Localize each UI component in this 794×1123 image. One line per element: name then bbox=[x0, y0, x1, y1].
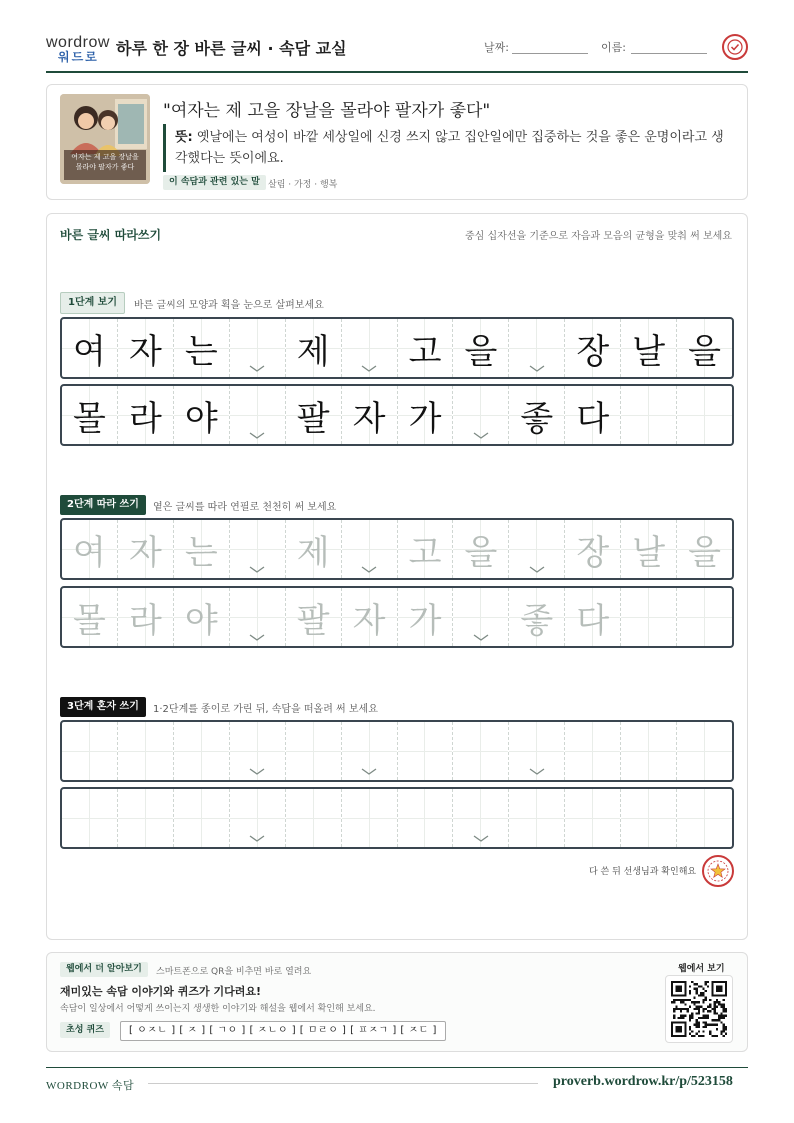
practice-title: 바른 글씨 따라쓰기 bbox=[60, 228, 162, 242]
grid-character: 팔 bbox=[296, 600, 330, 641]
grid-cell[interactable] bbox=[62, 520, 118, 578]
grid-cell bbox=[509, 319, 565, 377]
space-mark-icon bbox=[529, 365, 545, 373]
grid-cell[interactable] bbox=[677, 722, 732, 780]
grid-character: 을 bbox=[688, 532, 722, 573]
meaning-text: 옛날에는 여성이 바깥 세상일에 신경 쓰지 않고 집안일에만 집중하는 것을 좋은 운명이라고 생각했다는 뜻이에요. bbox=[175, 130, 724, 166]
space-mark-icon bbox=[529, 768, 545, 776]
star-stamp-icon bbox=[702, 855, 734, 887]
step3-row-1[interactable] bbox=[60, 720, 734, 782]
grid-cell[interactable] bbox=[621, 588, 677, 646]
grid-cell[interactable] bbox=[174, 520, 230, 578]
illustration-caption-2: 몰라야 팔자가 좋다 bbox=[75, 163, 135, 171]
grid-character: 몰 bbox=[73, 600, 106, 641]
grid-cell[interactable] bbox=[565, 520, 621, 578]
grid-cell[interactable] bbox=[286, 789, 342, 847]
grid-cell[interactable] bbox=[621, 722, 677, 780]
grid-character: 는 bbox=[184, 532, 218, 573]
grid-character: 고 bbox=[408, 331, 442, 372]
grid-cell bbox=[342, 386, 398, 444]
grid-character: 라 bbox=[128, 398, 162, 439]
web-hint: 스마트폰으로 QR을 비추면 바로 열려요 bbox=[156, 967, 312, 977]
space-mark-icon bbox=[361, 768, 377, 776]
step1-row-1 bbox=[60, 317, 734, 379]
grid-cell[interactable] bbox=[509, 588, 565, 646]
grid-character: 가 bbox=[408, 398, 442, 439]
grid-cell[interactable] bbox=[286, 722, 342, 780]
grid-character: 는 bbox=[184, 331, 218, 372]
grid-cell bbox=[621, 319, 677, 377]
step2-row-1[interactable] bbox=[60, 518, 734, 580]
grid-character: 가 bbox=[408, 600, 442, 641]
grid-character: 제 bbox=[296, 331, 330, 372]
logo-text: wordrow bbox=[46, 34, 110, 51]
grid-cell[interactable] bbox=[118, 722, 174, 780]
proverb-text: "여자는 제 고을 장날을 몰라야 팔자가 좋다" bbox=[163, 101, 491, 121]
grid-cell[interactable] bbox=[677, 789, 732, 847]
grid-character: 날 bbox=[632, 331, 666, 372]
quiz-hint-box: [ ㅇㅈㄴ ] [ ㅈ ] [ ㄱㅇ ] [ ㅈㄴㅇ ] [ ㅁㄹㅇ ] [ ㅍㅈㄱ ] [ ㅈㄷ ] bbox=[120, 1021, 446, 1041]
grid-cell[interactable] bbox=[453, 789, 509, 847]
grid-character: 다 bbox=[576, 398, 610, 439]
grid-cell[interactable] bbox=[174, 722, 230, 780]
space-mark-icon bbox=[249, 768, 265, 776]
grid-cell[interactable] bbox=[453, 520, 509, 578]
grid-cell[interactable] bbox=[286, 588, 342, 646]
grid-cell[interactable] bbox=[509, 520, 565, 578]
space-mark-icon bbox=[473, 634, 489, 642]
grid-cell bbox=[677, 386, 732, 444]
step1-badge: 1단계 보기 bbox=[60, 292, 125, 314]
grid-cell[interactable] bbox=[342, 520, 398, 578]
grid-character: 자 bbox=[352, 600, 386, 641]
grid-cell bbox=[453, 386, 509, 444]
grid-cell bbox=[453, 319, 509, 377]
grid-cell[interactable] bbox=[342, 722, 398, 780]
space-mark-icon bbox=[361, 365, 377, 373]
grid-character: 을 bbox=[464, 532, 498, 573]
page-title: 하루 한 장 바른 글씨 · 속담 교실 bbox=[116, 39, 347, 58]
footer-rule bbox=[148, 1083, 538, 1084]
grid-character: 팔 bbox=[296, 398, 330, 439]
grid-cell[interactable] bbox=[565, 722, 621, 780]
illustration-caption-1: 여자는 제 고을 장날을 bbox=[71, 153, 139, 161]
space-mark-icon bbox=[249, 365, 265, 373]
grid-cell[interactable] bbox=[509, 789, 565, 847]
grid-cell[interactable] bbox=[453, 722, 509, 780]
grid-cell[interactable] bbox=[342, 588, 398, 646]
qr-code[interactable] bbox=[665, 975, 733, 1043]
step2-badge: 2단계 따라 쓰기 bbox=[60, 495, 146, 515]
grid-cell bbox=[62, 319, 118, 377]
grid-character: 장 bbox=[576, 532, 610, 573]
grid-character: 좋 bbox=[520, 398, 554, 439]
grid-cell bbox=[118, 386, 174, 444]
grid-cell[interactable] bbox=[677, 520, 732, 578]
grid-character: 을 bbox=[464, 331, 498, 372]
name-label: 이름: bbox=[601, 41, 626, 54]
grid-character: 여 bbox=[73, 331, 106, 372]
grid-character: 다 bbox=[576, 600, 610, 641]
grid-cell[interactable] bbox=[677, 588, 732, 646]
date-field[interactable] bbox=[512, 53, 588, 54]
grid-cell[interactable] bbox=[621, 789, 677, 847]
step2-row-2[interactable] bbox=[60, 586, 734, 648]
grid-character: 제 bbox=[296, 532, 330, 573]
space-mark-icon bbox=[473, 835, 489, 843]
grid-cell bbox=[398, 319, 454, 377]
space-mark-icon bbox=[473, 432, 489, 440]
step3-row-2[interactable] bbox=[60, 787, 734, 849]
grid-cell[interactable] bbox=[398, 520, 454, 578]
grid-cell[interactable] bbox=[398, 588, 454, 646]
grid-character: 자 bbox=[128, 331, 162, 372]
web-description: 속담이 일상에서 어떻게 쓰이는지 생생한 이야기와 해설을 웹에서 확인해 보세요. bbox=[60, 1004, 376, 1014]
grid-character: 야 bbox=[184, 600, 218, 641]
grid-cell bbox=[677, 319, 732, 377]
grid-cell bbox=[342, 319, 398, 377]
footer-url[interactable]: proverb.wordrow.kr/p/523158 bbox=[553, 1074, 733, 1089]
grid-cell[interactable] bbox=[509, 722, 565, 780]
proverb-illustration bbox=[60, 94, 150, 184]
grid-character: 고 bbox=[408, 532, 442, 573]
space-mark-icon bbox=[249, 835, 265, 843]
check-stamp-icon bbox=[722, 34, 748, 60]
space-mark-icon bbox=[529, 566, 545, 574]
space-mark-icon bbox=[249, 432, 265, 440]
space-mark-icon bbox=[249, 566, 265, 574]
grid-cell[interactable] bbox=[62, 722, 118, 780]
grid-cell[interactable] bbox=[230, 789, 286, 847]
grid-cell[interactable] bbox=[118, 588, 174, 646]
grid-cell[interactable] bbox=[230, 520, 286, 578]
grid-character: 좋 bbox=[520, 600, 554, 641]
step2-description: 옅은 글씨를 따라 연필로 천천히 써 보세요 bbox=[153, 502, 337, 513]
grid-character: 자 bbox=[352, 398, 386, 439]
meaning-label: 뜻: bbox=[175, 130, 193, 145]
qr-label: 웹에서 보기 bbox=[678, 964, 725, 974]
grid-character: 장 bbox=[576, 331, 610, 372]
grid-cell[interactable] bbox=[174, 588, 230, 646]
practice-hint: 중심 십자선을 기준으로 자음과 모음의 균형을 맞춰 써 보세요 bbox=[465, 231, 732, 242]
grid-cell bbox=[118, 319, 174, 377]
grid-cell[interactable] bbox=[342, 789, 398, 847]
grid-cell bbox=[509, 386, 565, 444]
step3-badge: 3단계 혼자 쓰기 bbox=[60, 697, 146, 717]
grid-cell[interactable] bbox=[565, 789, 621, 847]
grid-cell bbox=[286, 319, 342, 377]
grid-character: 여 bbox=[73, 532, 106, 573]
teacher-check-text: 다 쓴 뒤 선생님과 확인해요 bbox=[589, 867, 697, 877]
quiz-label: 초성 퀴즈 bbox=[60, 1022, 110, 1038]
grid-cell[interactable] bbox=[621, 520, 677, 578]
name-field[interactable] bbox=[631, 53, 707, 54]
grid-cell[interactable] bbox=[565, 588, 621, 646]
grid-cell bbox=[565, 319, 621, 377]
grid-cell[interactable] bbox=[453, 588, 509, 646]
grid-cell[interactable] bbox=[118, 789, 174, 847]
step3-description: 1·2단계를 종이로 가린 뒤, 속담을 떠올려 써 보세요 bbox=[153, 704, 378, 715]
grid-cell bbox=[286, 386, 342, 444]
web-badge: 웹에서 더 알아보기 bbox=[60, 962, 148, 977]
grid-cell[interactable] bbox=[398, 789, 454, 847]
grid-cell[interactable] bbox=[118, 520, 174, 578]
grid-character: 을 bbox=[688, 331, 722, 372]
grid-cell bbox=[398, 386, 454, 444]
grid-cell[interactable] bbox=[174, 789, 230, 847]
grid-character: 야 bbox=[184, 398, 218, 439]
wordrow-logo bbox=[46, 34, 108, 62]
header-divider bbox=[46, 71, 748, 73]
grid-cell[interactable] bbox=[230, 588, 286, 646]
space-mark-icon bbox=[249, 634, 265, 642]
grid-cell bbox=[230, 386, 286, 444]
grid-cell bbox=[230, 319, 286, 377]
grid-cell[interactable] bbox=[230, 722, 286, 780]
grid-cell[interactable] bbox=[286, 520, 342, 578]
related-tags: 살림 · 가정 · 행복 bbox=[268, 180, 338, 190]
grid-cell bbox=[565, 386, 621, 444]
grid-cell bbox=[174, 386, 230, 444]
grid-character: 날 bbox=[632, 532, 666, 573]
step1-description: 바른 글씨의 모양과 획을 눈으로 살펴보세요 bbox=[134, 300, 324, 311]
proverb-meaning bbox=[175, 127, 735, 169]
grid-cell bbox=[62, 386, 118, 444]
grid-cell[interactable] bbox=[398, 722, 454, 780]
meaning-accent-bar bbox=[163, 124, 166, 172]
grid-cell bbox=[621, 386, 677, 444]
grid-character: 몰 bbox=[73, 398, 106, 439]
date-label: 날짜: bbox=[484, 41, 509, 54]
grid-cell[interactable] bbox=[62, 789, 118, 847]
space-mark-icon bbox=[361, 566, 377, 574]
logo-subtext: 워드로 bbox=[58, 50, 99, 64]
grid-cell bbox=[174, 319, 230, 377]
footer-divider bbox=[46, 1067, 748, 1068]
grid-character: 자 bbox=[128, 532, 162, 573]
related-badge: 이 속담과 관련 있는 말 bbox=[163, 175, 266, 190]
web-title: 재미있는 속담 이야기와 퀴즈가 기다려요! bbox=[60, 985, 261, 998]
grid-cell[interactable] bbox=[62, 588, 118, 646]
step1-row-2 bbox=[60, 384, 734, 446]
footer-brand: WORDROW 속담 bbox=[46, 1080, 135, 1092]
grid-character: 라 bbox=[128, 600, 162, 641]
